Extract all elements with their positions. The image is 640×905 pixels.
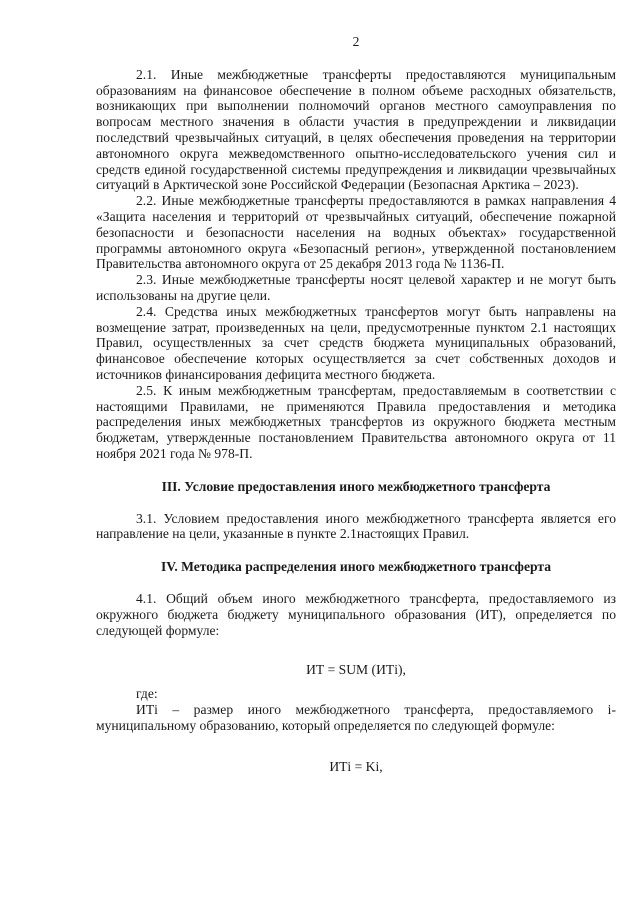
section-4-heading: IV. Методика распределения иного межбюджетного трансферта: [160, 559, 552, 575]
paragraph-2-3: 2.3. Иные межбюджетные трансферты носят целевой характер и не могут быть использованы на другие цели.: [96, 272, 616, 303]
document-page: [96, 34, 616, 775]
paragraph-4-1: 4.1. Общий объем иного межбюджетного трансферта, предоставляемого из окружного бюджета бюджету муниципального образования (ИТ), определяется по следующей формуле:: [96, 590, 616, 638]
paragraph-iti-definition: ИТi – размер иного межбюджетного трансферта, предоставляемого i-муниципальному образованию, который определяется по следующей формуле:: [96, 701, 616, 733]
where-label: где:: [136, 686, 158, 702]
paragraph-2-4: 2.4. Средства иных межбюджетных трансфертов могут быть направлены на возмещение затрат, произведенных на цели, предусмотренные пунктом 2.1 настоящих Правил, осуществленных за счет средств бюджета муниципальных образований, финансовое обеспечение которых осуществляется за счет собственных доходов и источников финансирования дефицита местного бюджета.: [96, 303, 616, 382]
paragraph-2-1: 2.1. Иные межбюджетные трансферты предоставляются муниципальным образованиям на финансовое обеспечение в полном объеме расходных обязательств, возникающих при выполнении полномочий органов местного самоуправления по вопросам местного значения в области участия в предупреждении и ликвидации последствий чрезвычайных ситуаций, в целях обеспечения проведения на территории автономного округа межведомственного опытно-исследовательского учения сил и средств единой государственной системы предупреждения и ликвидации чрезвычайных ситуаций в Арктической зоне Российской Федерации (Безопасная Арктика – 2023).: [96, 66, 616, 193]
formula-total: ИТ = SUM (ИТi),: [306, 662, 406, 678]
paragraph-2-2: 2.2. Иные межбюджетные трансферты предоставляются в рамках направления 4 «Защита населения и территорий от чрезвычайных ситуаций, обеспечение пожарной безопасности и безопасности населения на водных объектах» государственной программы автономного округа «Безопасный регион», утвержденной постановлением Правительства автономного округа от 25 декабря 2013 года № 1136-П.: [96, 193, 616, 272]
formula-iti: ИТi = Ki,: [329, 759, 383, 775]
section-3-heading: III. Условие предоставления иного межбюджетного трансферта: [161, 478, 551, 494]
paragraph-2-5: 2.5. К иным межбюджетным трансфертам, предоставляемым в соответствии с настоящими Правилами, не применяются Правила предоставления и методика распределения иных межбюджетных трансфертов из окружного бюджета местным бюджетам, утвержденные постановлением Правительства автономного округа от 11 ноября 2021 года № 978-П.: [96, 382, 616, 461]
paragraph-3-1: 3.1. Условием предоставления иного межбюджетного трансферта является его направление на цели, указанные в пункте 2.1настоящих Правил.: [96, 510, 616, 542]
page-number: 2: [352, 34, 360, 49]
